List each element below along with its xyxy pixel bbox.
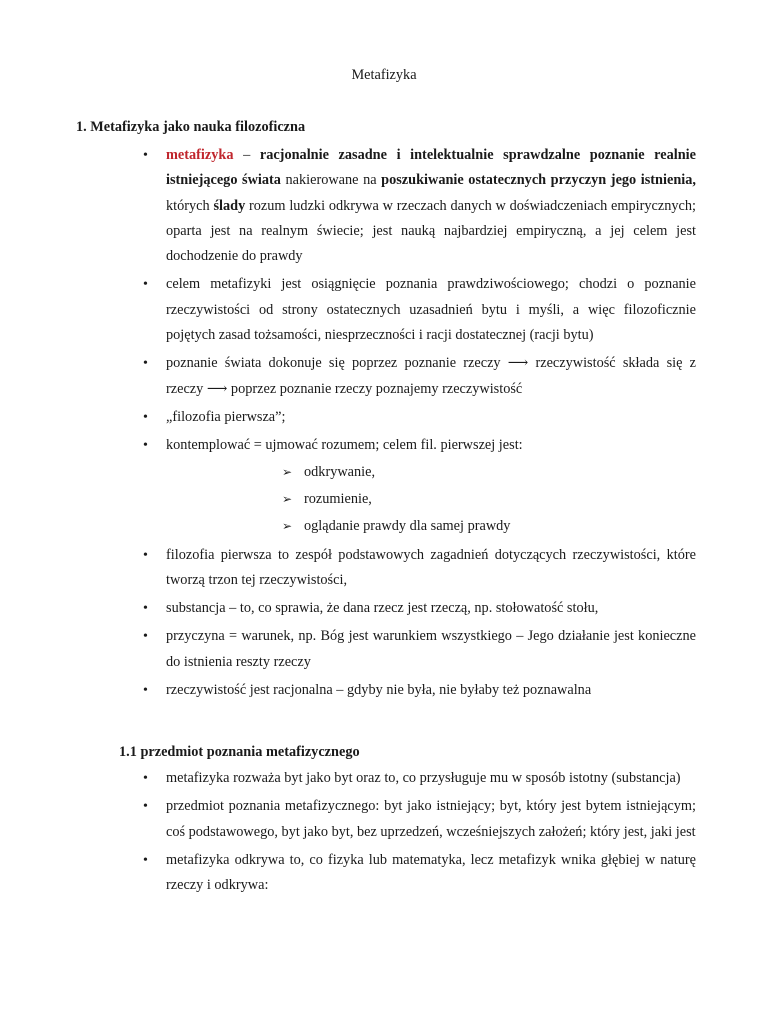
bold-definition: racjonalnie zasadne i intelektualnie sprawdzalne poznanie realnie istniejącego świata bbox=[166, 147, 696, 189]
bold-phrase: poszukiwanie ostatecznych przyczyn jego istnienia, bbox=[381, 172, 696, 189]
list-item: • poznanie świata dokonuje się poprzez poznanie rzeczy ⟶ rzeczywistość składa się z rzeczy ⟶ poprzez poznanie rzeczy poznajemy rzeczywistość bbox=[166, 351, 696, 402]
list-item: • filozofia pierwsza to zespół podstawowych zagadnień dotyczących rzeczywistości, które tworzą trzon tej rzeczywistości, bbox=[166, 543, 696, 594]
section-1-1-list bbox=[166, 766, 696, 901]
list-item: • rzeczywistość jest racjonalna – gdyby nie była, nie byłaby też poznawalna bbox=[166, 678, 696, 703]
term-metafizyka: metafizyka bbox=[166, 147, 234, 163]
list-item: • przedmiot poznania metafizycznego: byt jako istniejący; byt, który jest bytem istniejącym; coś podstawowego, byt jako byt, bez uprzedzeń, wcześniejszych założeń; który jest, jaki jest bbox=[166, 794, 696, 845]
sub-list-item bbox=[282, 486, 696, 513]
sub-list-item-text: rozumienie, bbox=[304, 490, 372, 507]
list-item: • substancja – to, co sprawia, że dana rzecz jest rzeczą, np. stołowatość stołu, bbox=[166, 596, 696, 621]
list-item bbox=[166, 433, 696, 539]
section-heading-1-1: 1.1 przedmiot poznania metafizycznego bbox=[119, 744, 360, 760]
list-item-text: kontemplować = ujmować rozumem; celem fil. pierwszej jest: bbox=[166, 437, 523, 454]
list-item: • celem metafizyki jest osiągnięcie poznania prawdziwościowego; chodzi o poznanie rzeczywistości od strony ostatecznych uzasadnień bytu i myśli, a więc filozoficznie pojętych zasad tożsamości, niesprzeczności i racji dostatecznej (racji bytu) bbox=[166, 272, 696, 348]
sub-list-item bbox=[282, 459, 696, 486]
list-item bbox=[166, 143, 696, 269]
section-1-list bbox=[166, 143, 696, 706]
text-run: – bbox=[233, 147, 260, 163]
section-heading-1: 1. Metafizyka jako nauka filozoficzna bbox=[76, 119, 306, 135]
text-run: których bbox=[166, 197, 214, 214]
list-item: • metafizyka odkrywa to, co fizyka lub matematyka, lecz metafizyk wnika głębiej w naturę rzeczy i odkrywa: bbox=[166, 848, 696, 899]
bold-word: ślady bbox=[213, 197, 246, 214]
sub-list-item-text: odkrywanie, bbox=[304, 463, 376, 480]
list-item: • przyczyna = warunek, np. Bóg jest warunkiem wszystkiego – Jego działanie jest konieczne do istnienia reszty rzeczy bbox=[166, 624, 696, 675]
list-item: • metafizyka rozważa byt jako byt oraz to, co przysługuje mu w sposób istotny (substancja) bbox=[166, 766, 696, 791]
sub-list bbox=[166, 459, 696, 540]
sub-list-item-text: oglądanie prawdy dla samej prawdy bbox=[304, 517, 511, 534]
arrowhead-bullet-icon: ➢ bbox=[282, 518, 293, 533]
list-item: • „filozofia pierwsza”; bbox=[166, 405, 696, 430]
document-title: Metafizyka bbox=[351, 67, 417, 83]
sub-list-item bbox=[282, 513, 696, 540]
text-run: nakierowane na bbox=[280, 172, 382, 189]
arrowhead-bullet-icon: ➢ bbox=[282, 491, 293, 506]
arrowhead-bullet-icon: ➢ bbox=[282, 464, 293, 479]
text-run: rozum ludzki odkrywa w rzeczach danych w doświadczeniach empirycznych; oparta jest na realnym świecie; jest nauką najbardziej empiryczną, a jej celem jest dochodzenie do prawdy bbox=[166, 197, 696, 265]
